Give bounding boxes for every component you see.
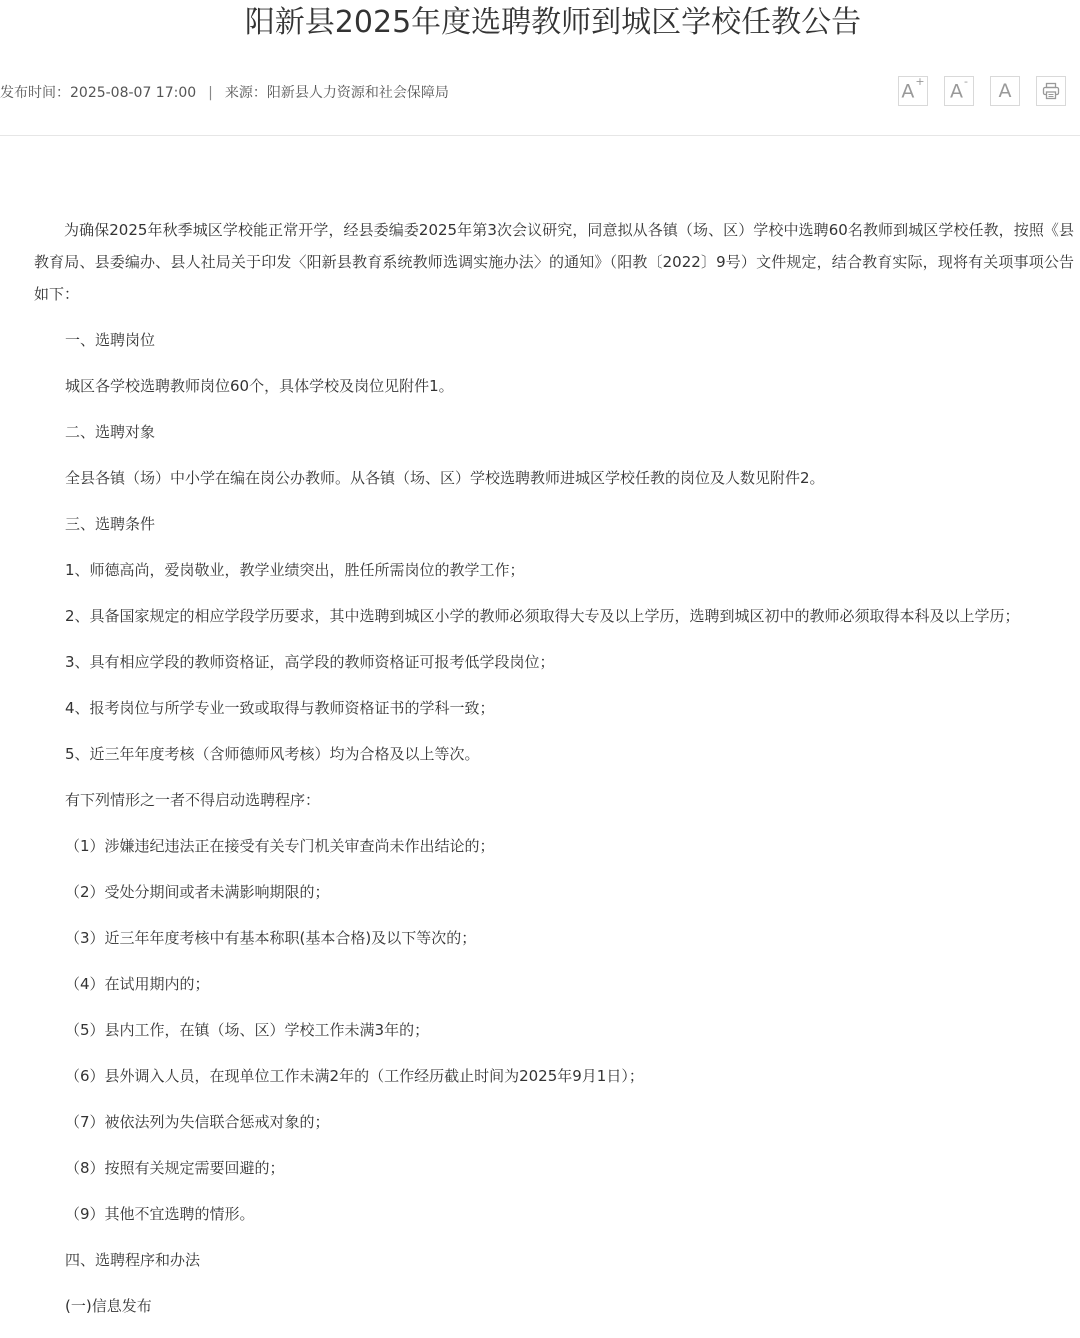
font-default-icon: A bbox=[998, 80, 1012, 102]
article-content bbox=[34, 214, 1074, 1338]
font-default-button[interactable] bbox=[990, 76, 1020, 106]
meta-separator: | bbox=[208, 85, 213, 101]
condition-item: 3、具有相应学段的教师资格证，高学段的教师资格证可报考低学段岗位； bbox=[65, 653, 555, 671]
exclusion-item: （7）被依法列为失信联合惩戒对象的； bbox=[65, 1113, 330, 1131]
print-icon bbox=[1042, 82, 1060, 100]
article-meta bbox=[0, 83, 449, 103]
font-decrease-icon: A- bbox=[950, 74, 968, 103]
subsection-heading: (一)信息发布 bbox=[65, 1297, 152, 1315]
source-label: 来源： bbox=[224, 85, 267, 101]
exclusion-item: （6）县外调入人员，在现单位工作未满2年的（工作经历截止时间为2025年9月1日）； bbox=[65, 1067, 644, 1085]
section-heading: 三、选聘条件 bbox=[65, 515, 156, 533]
exclusion-item: （4）在试用期内的； bbox=[65, 975, 210, 993]
condition-item: 1、师德高尚，爱岗敬业，教学业绩突出，胜任所需岗位的教学工作； bbox=[65, 561, 525, 579]
intro-paragraph: 为确保2025年秋季城区学校能正常开学，经县委编委2025年第3次会议研究，同意拟从各镇（场、区）学校中选聘60名教师到城区学校任教，按照《县教育局、县委编办、县人社局关于印发〈阳新县教育系统教师选调实施办法〉的通知》（阳教〔2022〕9号）文件规定，结合教育实际，现将有关项事项公告如下： bbox=[34, 221, 1074, 303]
exclusion-item: （8）按照有关规定需要回避的； bbox=[65, 1159, 285, 1177]
source-value: 阳新县人力资源和社会保障局 bbox=[266, 85, 449, 101]
publish-label: 发布时间： bbox=[0, 85, 70, 101]
section-heading: 二、选聘对象 bbox=[65, 423, 156, 441]
font-increase-button[interactable] bbox=[898, 76, 928, 106]
exclusion-item: （9）其他不宜选聘的情形。 bbox=[65, 1205, 255, 1223]
exclusion-item: （5）县内工作，在镇（场、区）学校工作未满3年的； bbox=[65, 1021, 430, 1039]
font-increase-icon: A+ bbox=[901, 74, 925, 103]
exclusion-item: （2）受处分期间或者未满影响期限的； bbox=[65, 883, 330, 901]
condition-item: 2、具备国家规定的相应学段学历要求，其中选聘到城区小学的教师必须取得大专及以上学历，选聘到城区初中的教师必须取得本科及以上学历； bbox=[65, 607, 1020, 625]
condition-item: 4、报考岗位与所学专业一致或取得与教师资格证书的学科一致； bbox=[65, 699, 495, 717]
paragraph: 有下列情形之一者不得启动选聘程序： bbox=[65, 791, 321, 809]
article-title: 阳新县2025年度选聘教师到城区学校任教公告 bbox=[244, 5, 862, 40]
paragraph: 全县各镇（场）中小学在编在岗公办教师。从各镇（场、区）学校选聘教师进城区学校任教的岗位及人数见附件2。 bbox=[65, 469, 825, 487]
section-heading: 四、选聘程序和办法 bbox=[65, 1251, 201, 1269]
font-decrease-button[interactable] bbox=[944, 76, 974, 106]
paragraph: 城区各学校选聘教师岗位60个，具体学校及岗位见附件1。 bbox=[65, 377, 454, 395]
publish-time: 2025-08-07 17:00 bbox=[70, 85, 197, 101]
exclusion-item: （3）近三年年度考核中有基本称职(基本合格)及以下等次的； bbox=[65, 929, 477, 947]
print-button[interactable] bbox=[1036, 76, 1066, 106]
condition-item: 5、近三年年度考核（含师德师风考核）均为合格及以上等次。 bbox=[65, 745, 480, 763]
section-heading: 一、选聘岗位 bbox=[65, 331, 156, 349]
header-divider bbox=[0, 135, 1080, 136]
exclusion-item: （1）涉嫌违纪违法正在接受有关专门机关审查尚未作出结论的； bbox=[65, 837, 495, 855]
